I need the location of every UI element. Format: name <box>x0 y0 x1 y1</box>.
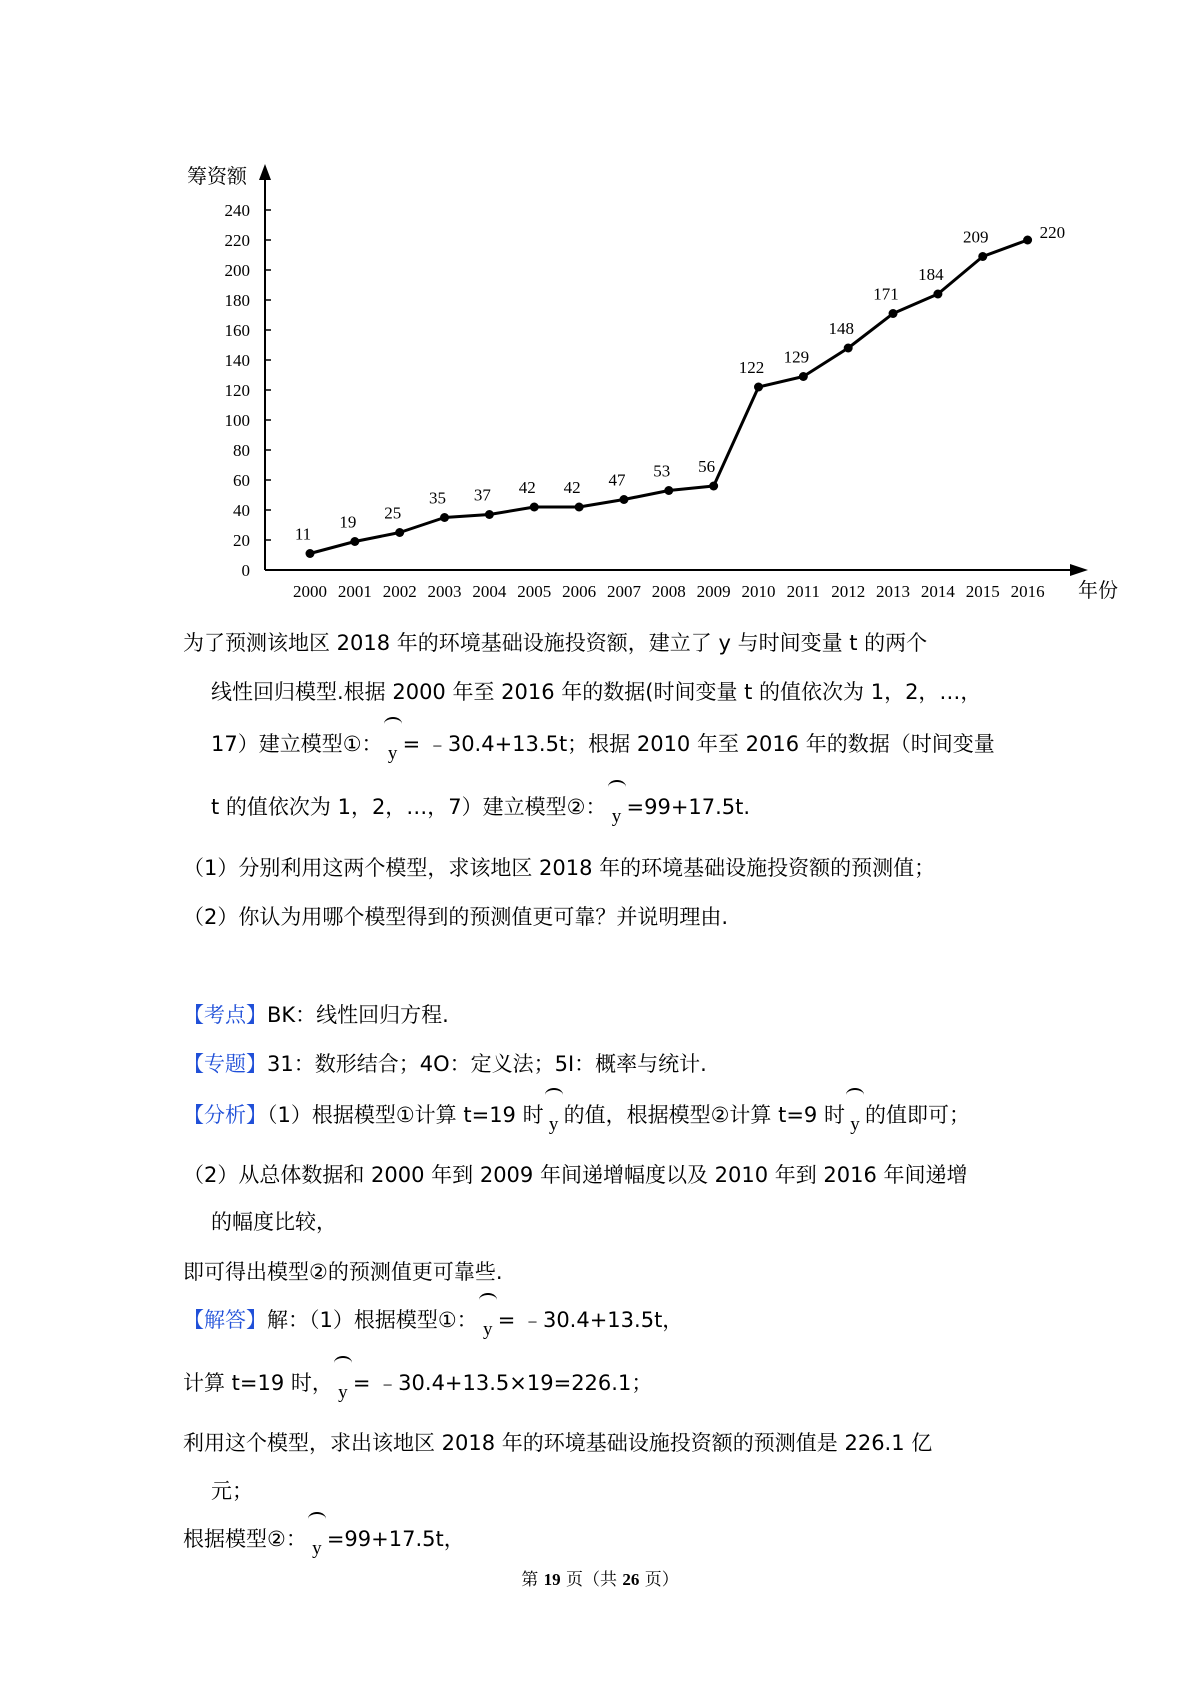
y-tick-label: 240 <box>224 201 250 220</box>
footer-page-number: 19 <box>543 1570 561 1589</box>
question-2: （2）你认为用哪个模型得到的预测值更可靠？并说明理由. <box>183 905 729 929</box>
data-labels <box>295 223 1065 544</box>
data-point <box>978 252 987 261</box>
jieda-text-a: 解：（1）根据模型①： <box>267 1308 478 1332</box>
kaodian-line <box>183 1000 1043 1030</box>
x-tick-label: 2000 <box>293 582 327 601</box>
data-point <box>485 510 494 519</box>
x-tick-label: 2012 <box>831 582 866 601</box>
data-label: 184 <box>918 265 944 284</box>
data-label: 25 <box>384 503 402 523</box>
data-label: 56 <box>698 457 716 476</box>
problem-line-3 <box>183 729 1071 764</box>
line-chart <box>0 0 1200 615</box>
footer-total-pages: 26 <box>622 1570 640 1589</box>
data-point <box>619 495 628 504</box>
x-tick-label: 2011 <box>786 582 821 601</box>
y-tick-label: 140 <box>224 351 250 370</box>
data-label: 37 <box>473 485 491 505</box>
x-tick-label: 2003 <box>427 582 462 601</box>
y-axis-arrow <box>259 164 271 180</box>
x-tick-label: 2005 <box>517 582 552 601</box>
calc-text-a: 计算 t=19 时， <box>183 1371 333 1395</box>
x-tick-label: 2016 <box>1010 582 1045 601</box>
model-2-text-b: =99+17.5t， <box>326 1527 465 1551</box>
x-tick-label: 2015 <box>965 582 1000 601</box>
x-tick-label: 2014 <box>920 582 955 601</box>
data-point <box>844 344 853 353</box>
model-2-text-a: 根据模型②： <box>183 1527 307 1551</box>
prediction-line-2: 元； <box>211 1479 253 1503</box>
data-point <box>754 383 763 392</box>
fenxi-line-3: 的幅度比较， <box>211 1210 337 1234</box>
data-point <box>306 549 315 558</box>
jieda-tag: 【解答】 <box>183 1308 267 1332</box>
kaodian-text: BK：线性回归方程. <box>267 1003 449 1027</box>
fenxi-text-b: 的值，根据模型②计算 t=9 时 <box>563 1103 845 1127</box>
y-tick-label: 80 <box>233 441 250 460</box>
question-1: （1）分别利用这两个模型，求该地区 2018 年的环境基础设施投资额的预测值； <box>183 856 936 880</box>
data-label: 53 <box>653 461 671 481</box>
data-point <box>1023 236 1032 245</box>
x-tick-label: 2006 <box>562 582 597 601</box>
model-2-equation: =99+17.5t. <box>626 795 751 819</box>
x-tick-labels <box>293 582 1045 601</box>
y-tick-label: 20 <box>233 531 250 550</box>
calc-text-b: = ﹣30.4+13.5×19=226.1； <box>352 1371 653 1395</box>
zhuanti-tag: 【专题】 <box>183 1052 267 1076</box>
y-hat-symbol: y <box>307 1524 327 1556</box>
y-hat-symbol: y <box>607 792 627 824</box>
kaodian-tag: 【考点】 <box>183 1003 267 1027</box>
data-label: 220 <box>1039 223 1066 242</box>
fenxi-tag: 【分析】 <box>183 1103 267 1127</box>
y-tick-label: 160 <box>224 321 250 340</box>
x-axis-title: 年份 <box>1078 578 1118 602</box>
y-tick-label: 60 <box>233 471 250 490</box>
prediction-line-1: 利用这个模型，求出该地区 2018 年的环境基础设施投资额的预测值是 226.1 亿 <box>183 1431 933 1455</box>
y-tick-label: 200 <box>224 261 250 280</box>
page-footer: 第 19 页（共 26 页） <box>521 1570 679 1590</box>
fenxi-text-c: 的值即可； <box>864 1103 970 1127</box>
x-tick-label: 2004 <box>472 582 507 601</box>
data-label: 42 <box>563 478 581 497</box>
x-tick-label: 2008 <box>651 582 686 601</box>
data-label: 209 <box>963 227 989 247</box>
data-point <box>664 486 673 495</box>
y-tick-label: 100 <box>224 411 250 430</box>
model-2-intro: t 的值依次为 1，2，…，7）建立模型②： <box>211 795 607 819</box>
series-line <box>310 240 1028 554</box>
x-tick-label: 2002 <box>382 582 417 601</box>
problem-line-1: 为了预测该地区 2018 年的环境基础设施投资额，建立了 y 与时间变量 t 的两个 <box>183 631 928 655</box>
data-label: 35 <box>429 488 447 508</box>
y-hat-symbol: y <box>383 729 403 761</box>
x-tick-label: 2013 <box>876 582 911 601</box>
data-label: 19 <box>339 512 357 532</box>
x-tick-label: 2010 <box>741 582 776 601</box>
x-tick-label: 2007 <box>606 582 641 601</box>
fenxi-line <box>183 1100 1043 1135</box>
zhuanti-line <box>183 1049 1043 1079</box>
jieda-line <box>183 1305 1043 1340</box>
data-label: 122 <box>738 358 765 377</box>
y-hat-symbol: y <box>544 1100 564 1132</box>
data-label: 129 <box>783 347 810 367</box>
y-hat-symbol: y <box>478 1305 498 1337</box>
jieda-text-b: = ﹣30.4+13.5t， <box>497 1308 684 1332</box>
fenxi-text-a: （1）根据模型①计算 t=19 时 <box>267 1103 544 1127</box>
data-label: 148 <box>828 319 854 338</box>
data-point <box>395 528 404 537</box>
data-point <box>889 309 898 318</box>
y-hat-symbol: y <box>845 1100 865 1132</box>
fenxi-line-4: 即可得出模型②的预测值更可靠些. <box>183 1260 503 1284</box>
zhuanti-text: 31：数形结合；4O：定义法；5I：概率与统计. <box>267 1052 707 1076</box>
y-tick-label: 0 <box>241 561 250 580</box>
data-point <box>799 372 808 381</box>
model-2-line <box>183 1524 1043 1559</box>
x-tick-label: 2009 <box>696 582 731 601</box>
fenxi-line-2: （2）从总体数据和 2000 年到 2009 年间递增幅度以及 2010 年到 2016 年间递增 <box>183 1163 968 1187</box>
x-tick-label: 2001 <box>337 582 372 601</box>
data-label: 11 <box>294 524 312 544</box>
problem-line-4 <box>183 792 1071 827</box>
data-label: 47 <box>608 470 626 490</box>
data-point <box>530 503 539 512</box>
data-point <box>933 290 942 299</box>
model-1-equation: = ﹣30.4+13.5t；根据 2010 年至 2016 年的数据（时间变量 <box>402 732 995 756</box>
x-axis-arrow <box>1070 564 1088 576</box>
problem-line-2: 线性回归模型.根据 2000 年至 2016 年的数据(时间变量 t 的值依次为 1，2，…， <box>211 680 982 704</box>
y-hat-symbol: y <box>333 1368 353 1400</box>
y-tick-label: 40 <box>233 501 250 520</box>
model-1-intro: 17）建立模型①： <box>211 732 383 756</box>
data-point <box>440 513 449 522</box>
data-point <box>575 503 584 512</box>
data-label: 171 <box>873 284 899 304</box>
data-label: 42 <box>518 478 536 497</box>
y-tick-label: 120 <box>224 381 250 400</box>
calc-line <box>183 1368 1043 1403</box>
y-tick-label: 220 <box>224 231 250 250</box>
y-tick-label: 180 <box>224 291 250 310</box>
y-axis-title: 筹资额 <box>187 164 247 188</box>
data-point <box>350 537 359 546</box>
data-point <box>709 482 718 491</box>
